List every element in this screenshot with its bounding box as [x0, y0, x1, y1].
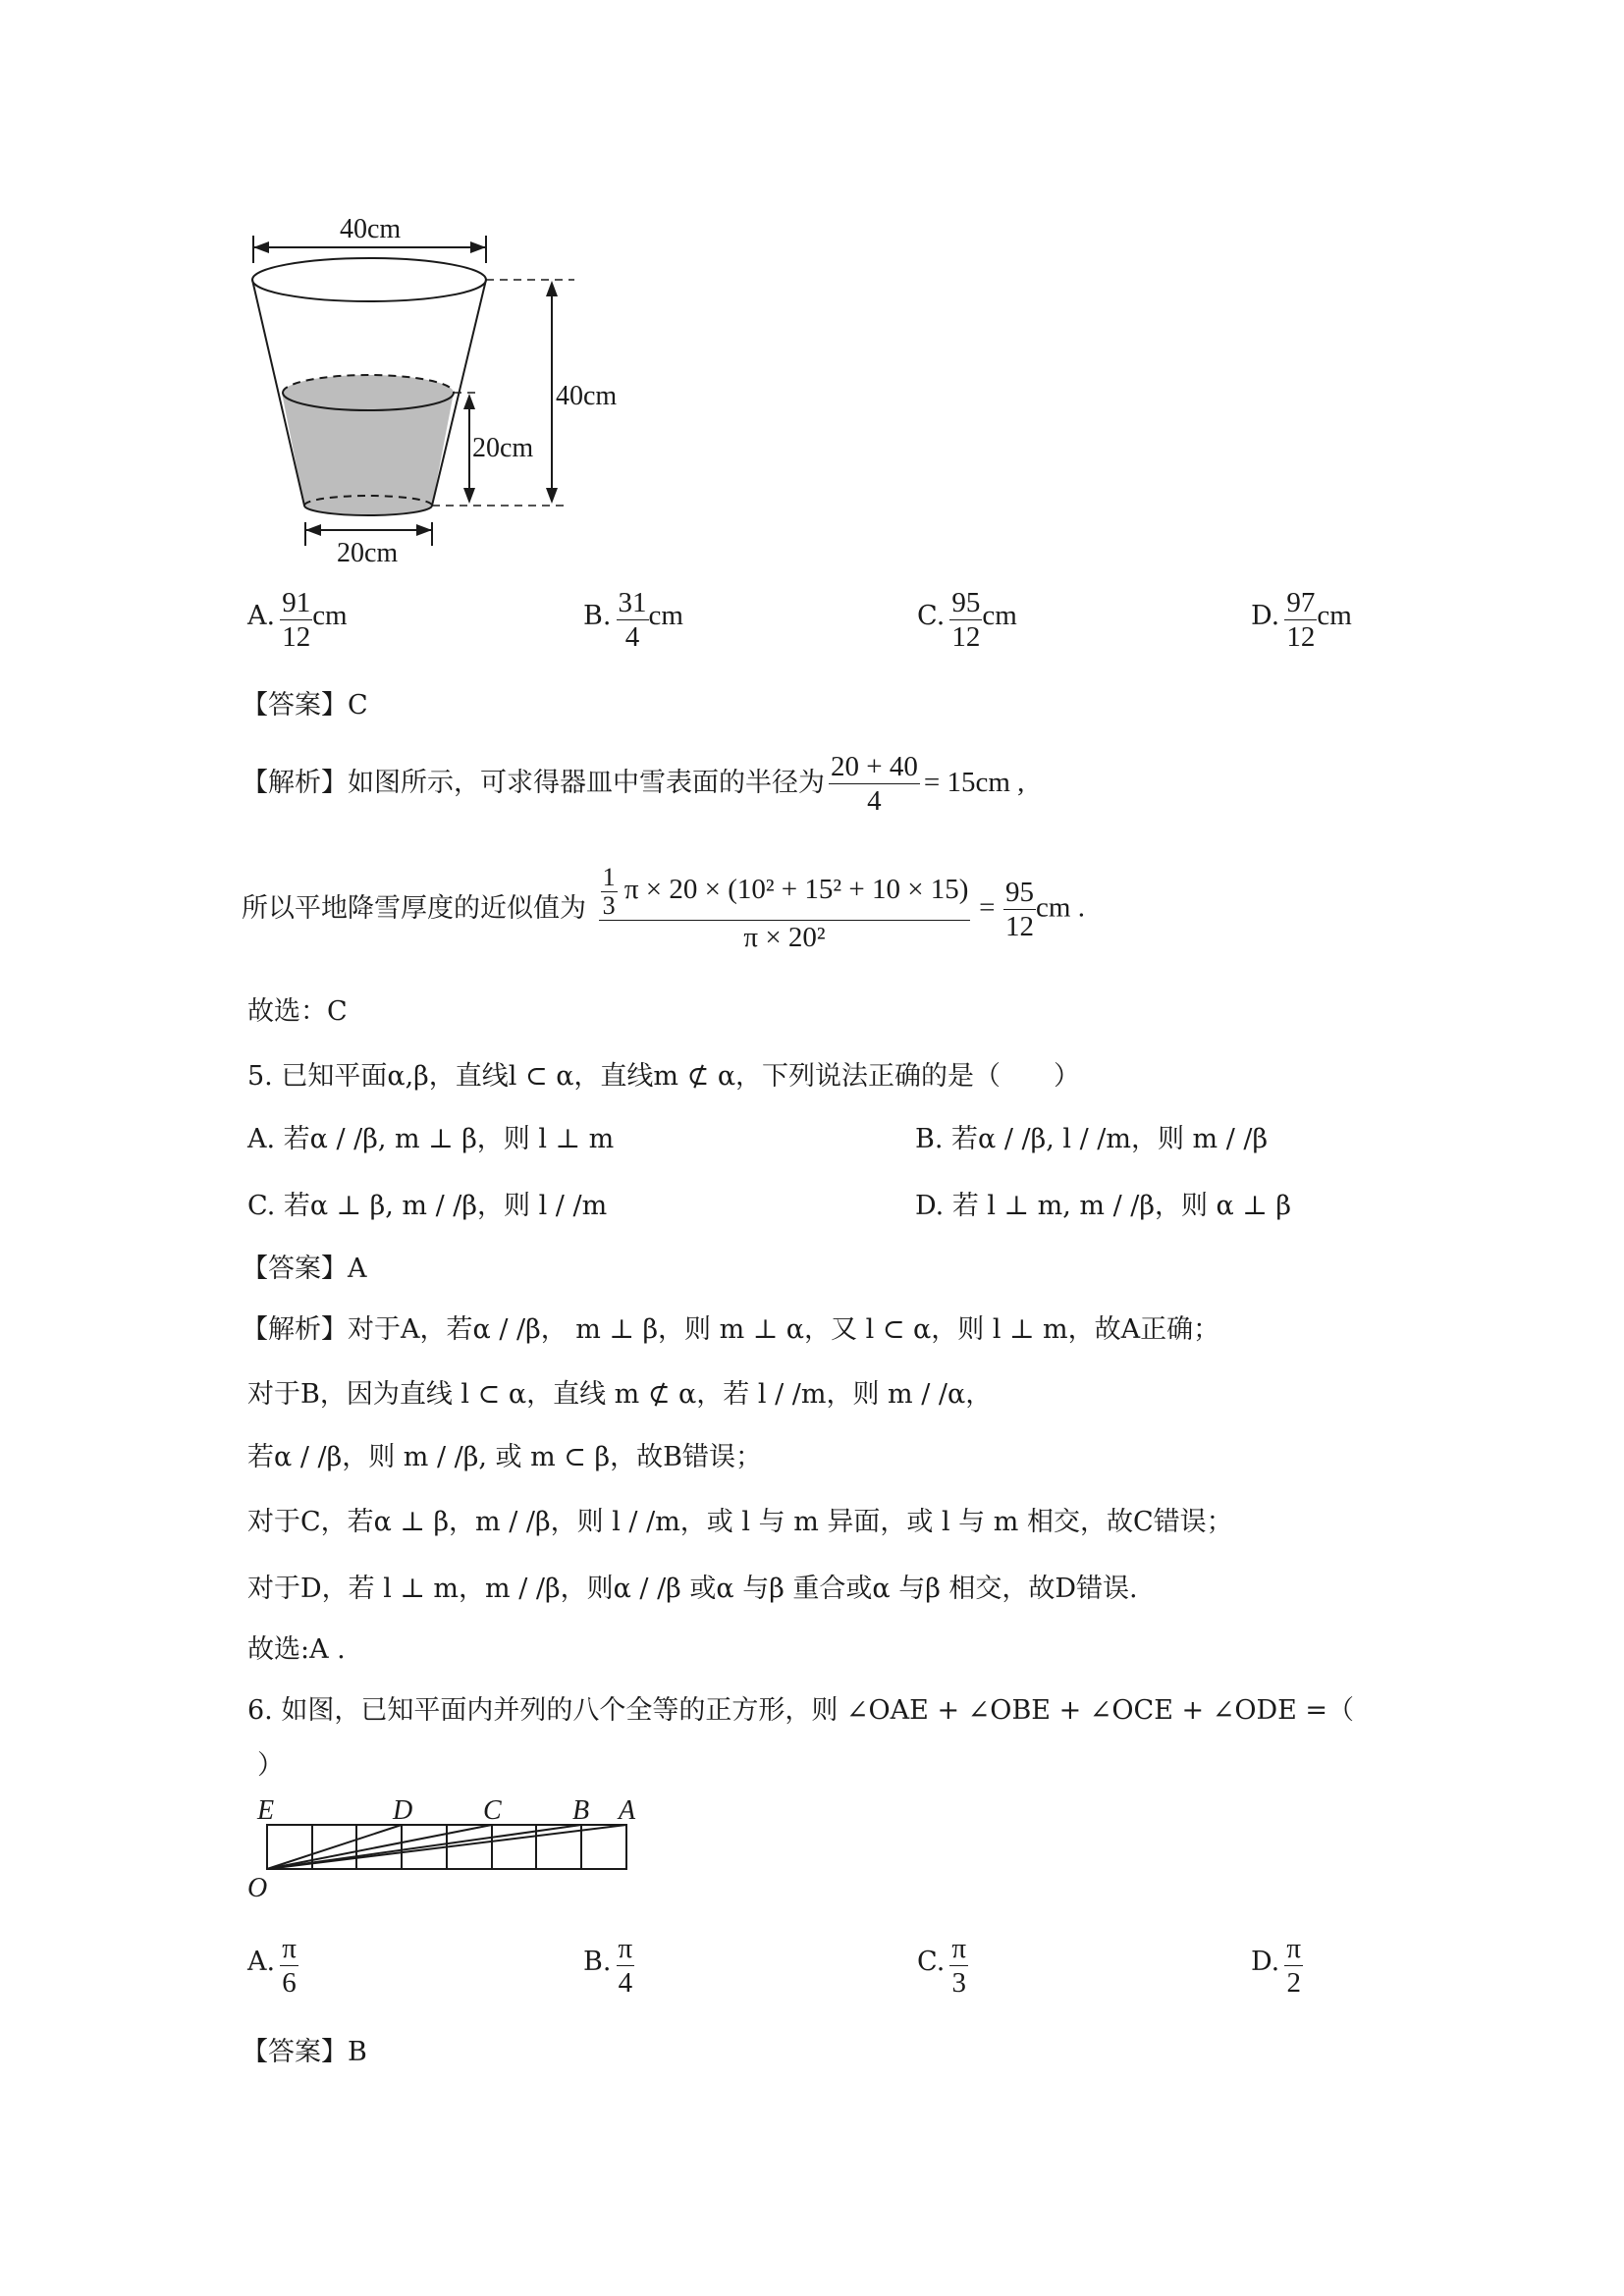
equals-sign: = — [979, 891, 996, 924]
bottom-width-label: 20cm — [337, 538, 399, 564]
option-fraction: $\frac{31}{4}$ — [618, 587, 647, 653]
option-fraction: $\frac{91}{12}$ — [282, 587, 311, 653]
q5-analysis-1: 【解析】对于A，若α / /β， m ⊥ β，则 m ⊥ α，又 l ⊂ α，则 l ⊥ m，故A正确； — [242, 1314, 1220, 1345]
q4-option-d — [1251, 586, 1352, 654]
option-fraction: $\frac{\pi}{4}$ — [618, 1933, 633, 1999]
q5-answer: 【答案】A — [242, 1254, 367, 1284]
q6-option-d — [1251, 1932, 1303, 2000]
container-figure — [236, 211, 648, 564]
thickness-fraction: $\frac{1}{3}$ π × 20 × (10² + 15² + 10 × 15) π × 20² — [599, 864, 971, 954]
q6-option-a — [247, 1932, 298, 2000]
option-label: A. — [247, 601, 276, 631]
option-fraction: $\frac{95}{12}$ — [951, 587, 981, 653]
squares-figure — [245, 1787, 658, 1904]
q5-option-d: D. 若 l ⊥ m, m / /β，则 α ⊥ β — [915, 1191, 1291, 1221]
option-label: D. — [1251, 601, 1280, 631]
q5-option-b: B. 若α / /β, l / /m，则 m / /β — [915, 1124, 1269, 1154]
analysis-text: 【解析】如图所示，可求得器皿中雪表面的半径为 — [242, 768, 825, 798]
q4-analysis-line1 — [242, 750, 1024, 818]
q6-stem-cont: ） — [257, 1750, 284, 1781]
option-label: C. — [917, 1947, 946, 1977]
q6-stem: 6. 如图，已知平面内并列的八个全等的正方形，则 ∠OAE + ∠OBE + ∠OCE + ∠ODE =（ — [247, 1695, 1355, 1726]
q5-analysis-6: 故选:A . — [247, 1634, 346, 1665]
option-fraction: $\frac{97}{12}$ — [1286, 587, 1316, 653]
thickness-unit: cm . — [1036, 891, 1085, 924]
radius-result: = 15cm , — [923, 767, 1025, 798]
total-height-label: 40cm — [556, 381, 618, 411]
q4-answer: 【答案】C — [242, 690, 368, 721]
q6-answer: 【答案】B — [242, 2037, 367, 2067]
radius-fraction: $\frac{20 + 40}{4}$ — [831, 751, 918, 817]
point-label-b: B — [572, 1795, 590, 1826]
option-unit: cm — [1317, 600, 1352, 631]
q4-option-a — [247, 586, 348, 654]
thickness-result-fraction: $\frac{95}{12}$ — [1005, 876, 1035, 942]
q5-analysis-3: 若α / /β，则 m / /β, 或 m ⊂ β，故B错误； — [247, 1442, 762, 1472]
option-label: B. — [583, 601, 612, 631]
option-label: C. — [917, 601, 946, 631]
option-label: D. — [1251, 1947, 1280, 1977]
q5-option-a: A. 若α / /β, m ⊥ β，则 l ⊥ m — [247, 1124, 615, 1154]
point-label-a: A — [619, 1795, 636, 1826]
option-unit: cm — [648, 600, 683, 631]
option-unit: cm — [312, 600, 348, 631]
q5-option-c: C. 若α ⊥ β, m / /β，则 l / /m — [247, 1191, 608, 1221]
point-label-d: D — [393, 1795, 413, 1826]
q5-stem: 5. 已知平面α,β，直线l ⊂ α，直线m ⊄ α，下列说法正确的是（ ） — [247, 1061, 1081, 1092]
option-label: B. — [583, 1947, 612, 1977]
q6-option-b — [583, 1932, 634, 2000]
snow-height-label: 20cm — [472, 433, 534, 463]
option-unit: cm — [982, 600, 1017, 631]
option-fraction: $\frac{\pi}{6}$ — [282, 1933, 297, 1999]
q5-analysis-5: 对于D，若 l ⊥ m，m / /β，则α / /β 或α 与β 重合或α 与β 相交，故D错误. — [247, 1574, 1138, 1604]
analysis-text: 所以平地降雪厚度的近似值为 — [242, 893, 586, 924]
q6-option-c — [917, 1932, 968, 2000]
q4-choice: 故选：C — [247, 996, 348, 1027]
point-label-e: E — [257, 1795, 275, 1826]
option-fraction: $\frac{\pi}{3}$ — [951, 1933, 967, 1999]
point-label-o: O — [247, 1873, 268, 1903]
q4-option-c — [917, 586, 1017, 654]
top-width-label: 40cm — [340, 214, 402, 244]
q4-analysis-line2 — [242, 864, 1085, 954]
option-label: A. — [247, 1947, 276, 1977]
q5-analysis-4: 对于C，若α ⊥ β，m / /β，则 l / /m，或 l 与 m 异面，或 l 与 m 相交，故C错误； — [247, 1507, 1233, 1537]
point-label-c: C — [483, 1795, 502, 1826]
option-fraction: $\frac{\pi}{2}$ — [1286, 1933, 1302, 1999]
q4-option-b — [583, 586, 683, 654]
q5-analysis-2: 对于B，因为直线 l ⊂ α，直线 m ⊄ α，若 l / /m，则 m / /α， — [247, 1379, 993, 1410]
